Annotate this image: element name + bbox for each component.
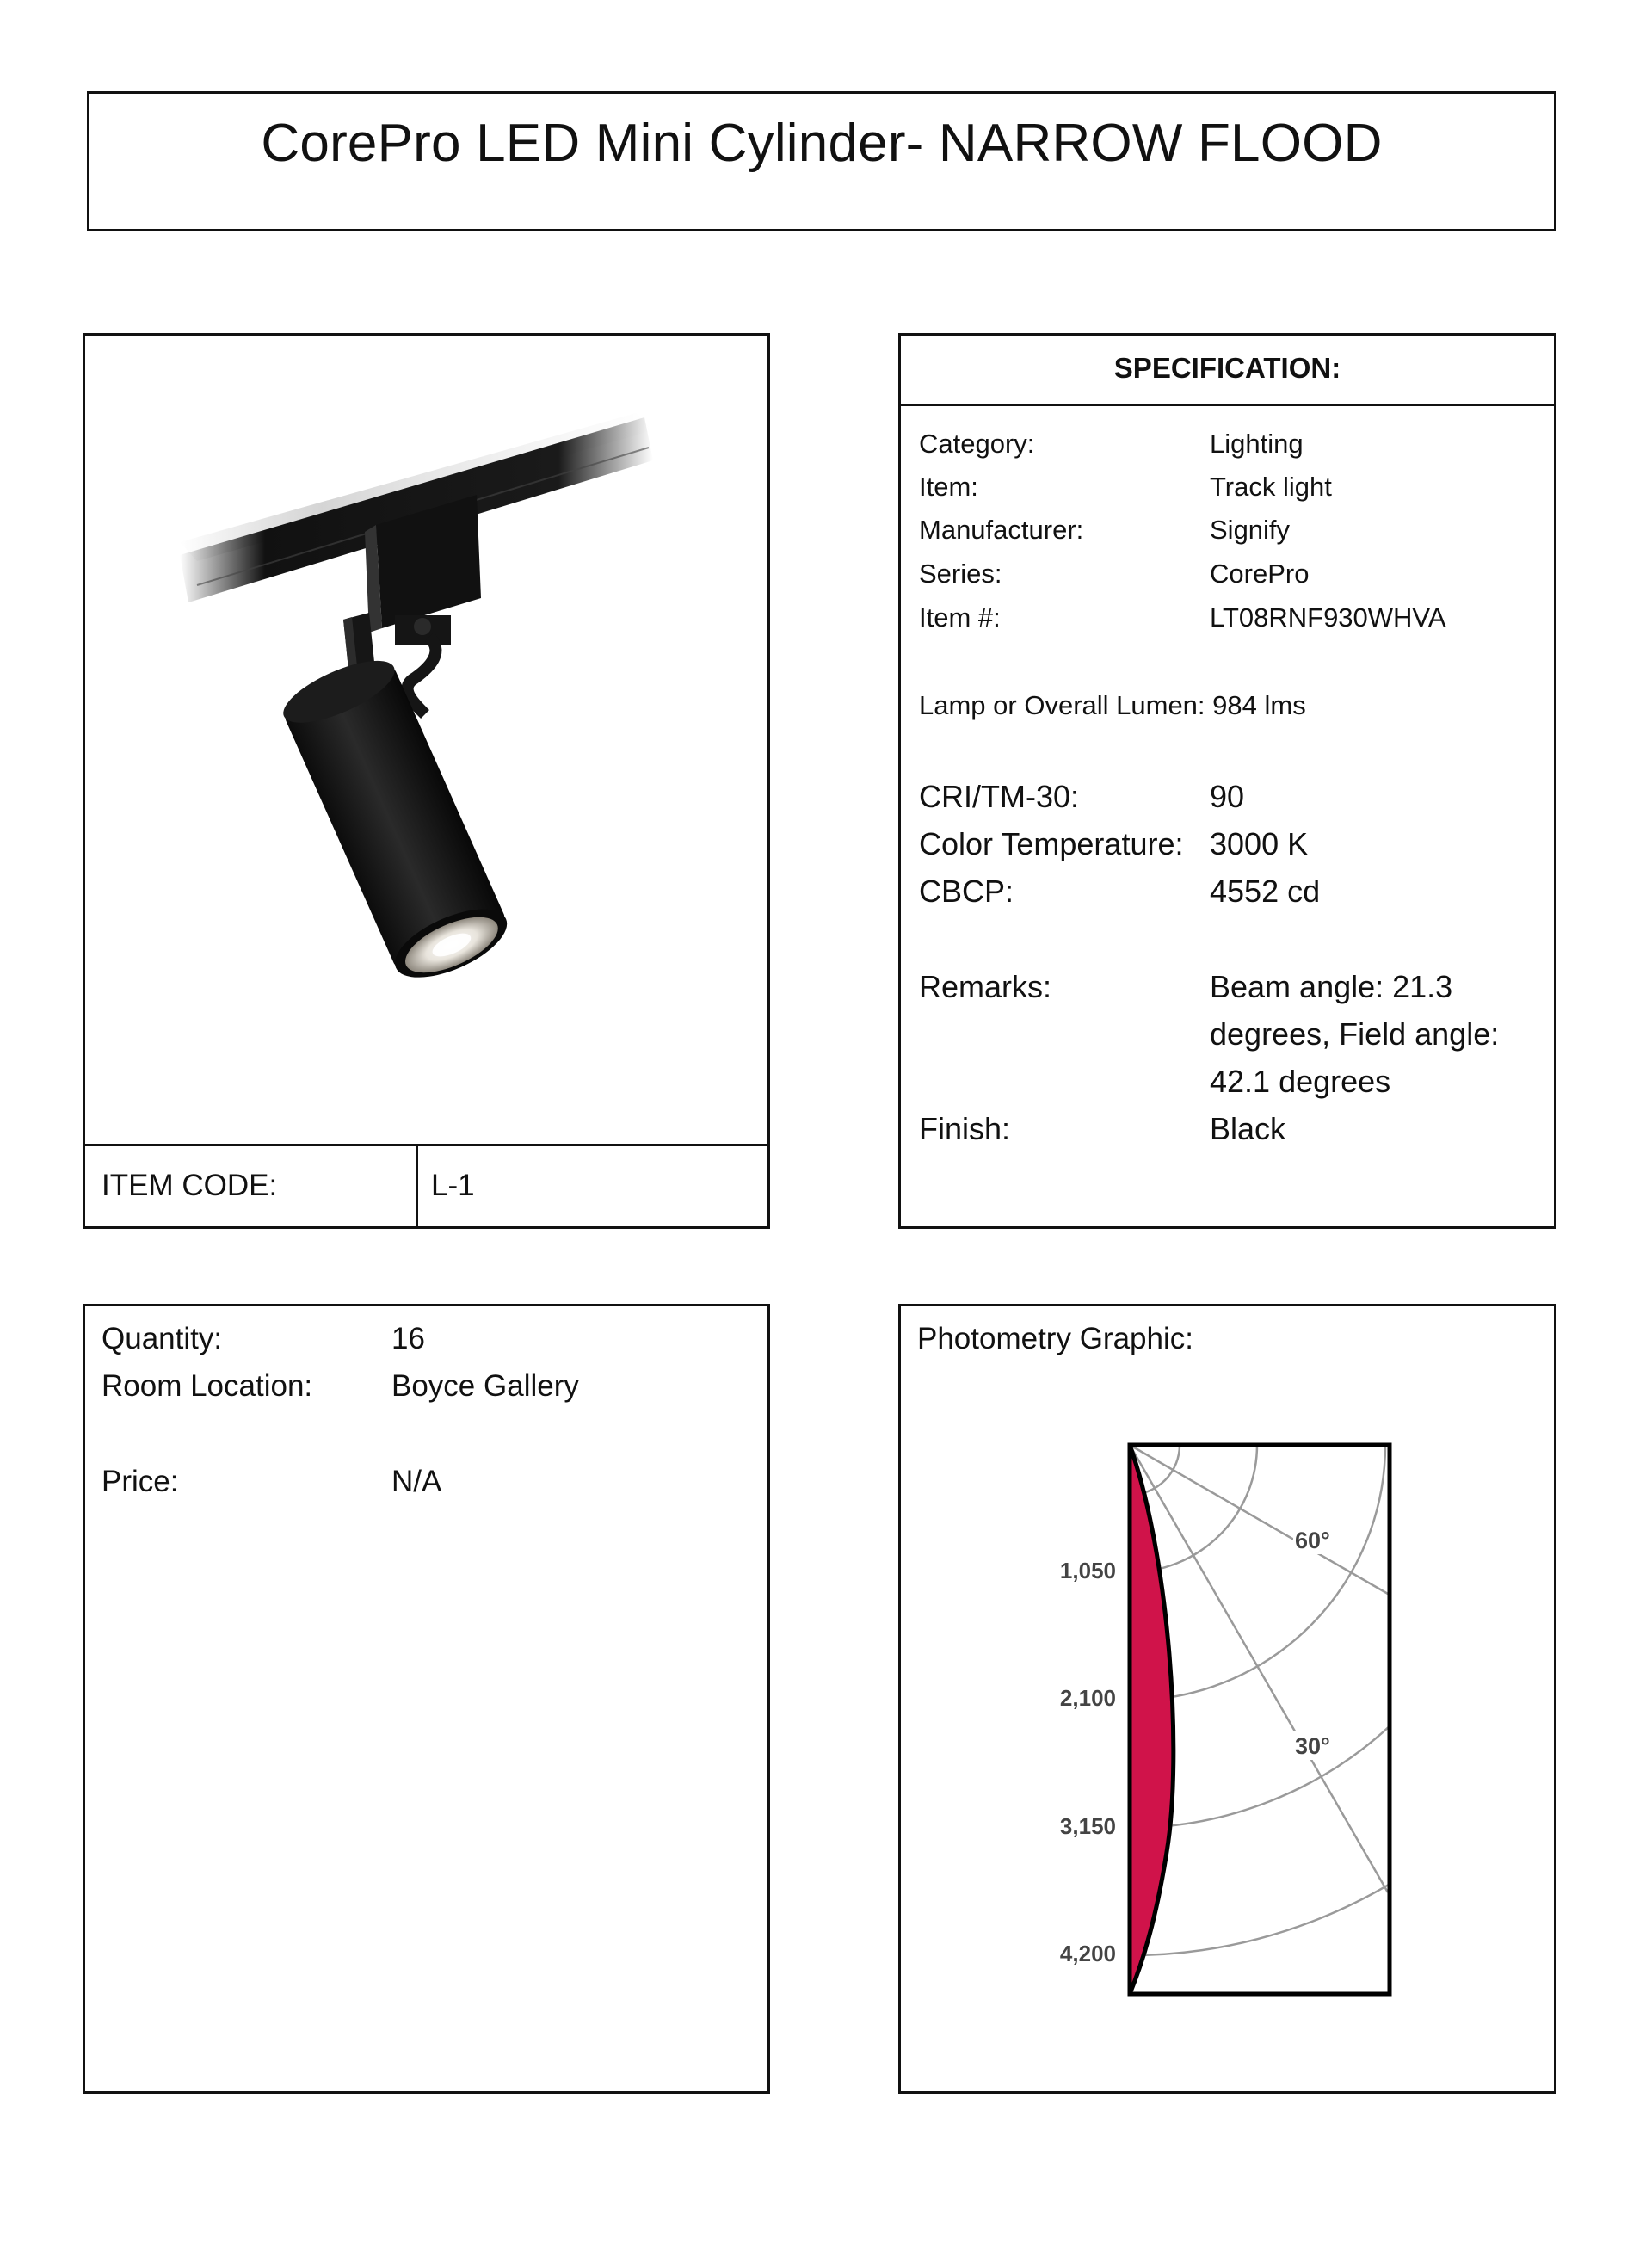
spec-value: Signify — [1210, 515, 1291, 545]
room-location-value: Boyce Gallery — [391, 1369, 579, 1403]
photometry-arc — [901, 1306, 1554, 1955]
spec-label: Manufacturer: — [919, 515, 1084, 545]
item-code-divider — [416, 1146, 418, 1226]
order-panel — [83, 1304, 770, 2094]
item-code-label: ITEM CODE: — [102, 1169, 278, 1202]
spec-value: Track light — [1210, 472, 1332, 502]
title-box — [87, 91, 1556, 231]
remarks-line-2: degrees, Field angle: — [1210, 1016, 1500, 1052]
spec-label: Item: — [919, 472, 978, 502]
photometry-radial-label: 2,100 — [1059, 1685, 1116, 1711]
cbcp-label: CBCP: — [919, 873, 1014, 909]
finish-label: Finish: — [919, 1111, 1011, 1146]
specification-header: SPECIFICATION: — [901, 336, 1554, 406]
room-location-row — [102, 1369, 579, 1404]
cct-label: Color Temperature: — [919, 826, 1184, 861]
cri-label: CRI/TM-30: — [919, 779, 1080, 814]
photometry-arc — [901, 1306, 1513, 1828]
spec-value: LT08RNF930WHVA — [1210, 602, 1446, 633]
remarks-label: Remarks: — [919, 969, 1052, 1004]
lumen-value: 984 lms — [1212, 690, 1306, 720]
quantity-value: 16 — [391, 1322, 425, 1355]
cct-value: 3000 K — [1210, 826, 1309, 861]
spec-row-lumen — [919, 690, 1306, 721]
room-location-label: Room Location: — [102, 1369, 313, 1403]
quantity-label: Quantity: — [102, 1322, 223, 1355]
item-code-row — [85, 1144, 767, 1226]
price-value: N/A — [391, 1465, 442, 1498]
photometry-radial-label: 4,200 — [1059, 1941, 1116, 1966]
product-panel — [83, 333, 770, 1229]
track-light-image — [85, 336, 767, 1145]
remarks-line-3: 42.1 degrees — [1210, 1064, 1391, 1099]
specification-panel — [898, 333, 1556, 1229]
lumen-label: Lamp or Overall Lumen: — [919, 690, 1205, 720]
spec-value: Lighting — [1210, 429, 1304, 459]
photometry-radial-label: 1,050 — [1059, 1558, 1116, 1583]
item-code-value: L-1 — [431, 1169, 475, 1202]
spec-label: Item #: — [919, 602, 1001, 633]
price-label: Price: — [102, 1465, 179, 1498]
finish-value: Black — [1210, 1111, 1286, 1146]
spec-label: Series: — [919, 559, 1002, 589]
price-row — [102, 1465, 442, 1499]
quantity-row — [102, 1322, 425, 1356]
photometry-curve — [1130, 1445, 1174, 1994]
spec-label: Category: — [919, 429, 1035, 459]
photometry-radial-line — [1130, 1445, 1388, 1594]
photometry-label: Photometry Graphic: — [917, 1322, 1193, 1355]
photometry-angle-label: 30° — [1295, 1733, 1330, 1759]
page-title: CorePro LED Mini Cylinder- NARROW FLOOD — [261, 114, 1383, 173]
photometry-diagram — [901, 1306, 1554, 2091]
photometry-radial-label: 3,150 — [1059, 1813, 1116, 1839]
cri-value: 90 — [1210, 779, 1245, 814]
cbcp-value: 4552 cd — [1210, 873, 1321, 909]
remarks-line-1: Beam angle: 21.3 — [1210, 969, 1453, 1004]
spec-value: CorePro — [1210, 559, 1310, 589]
photometry-angle-label: 60° — [1295, 1528, 1330, 1553]
photometry-panel — [898, 1304, 1556, 2094]
